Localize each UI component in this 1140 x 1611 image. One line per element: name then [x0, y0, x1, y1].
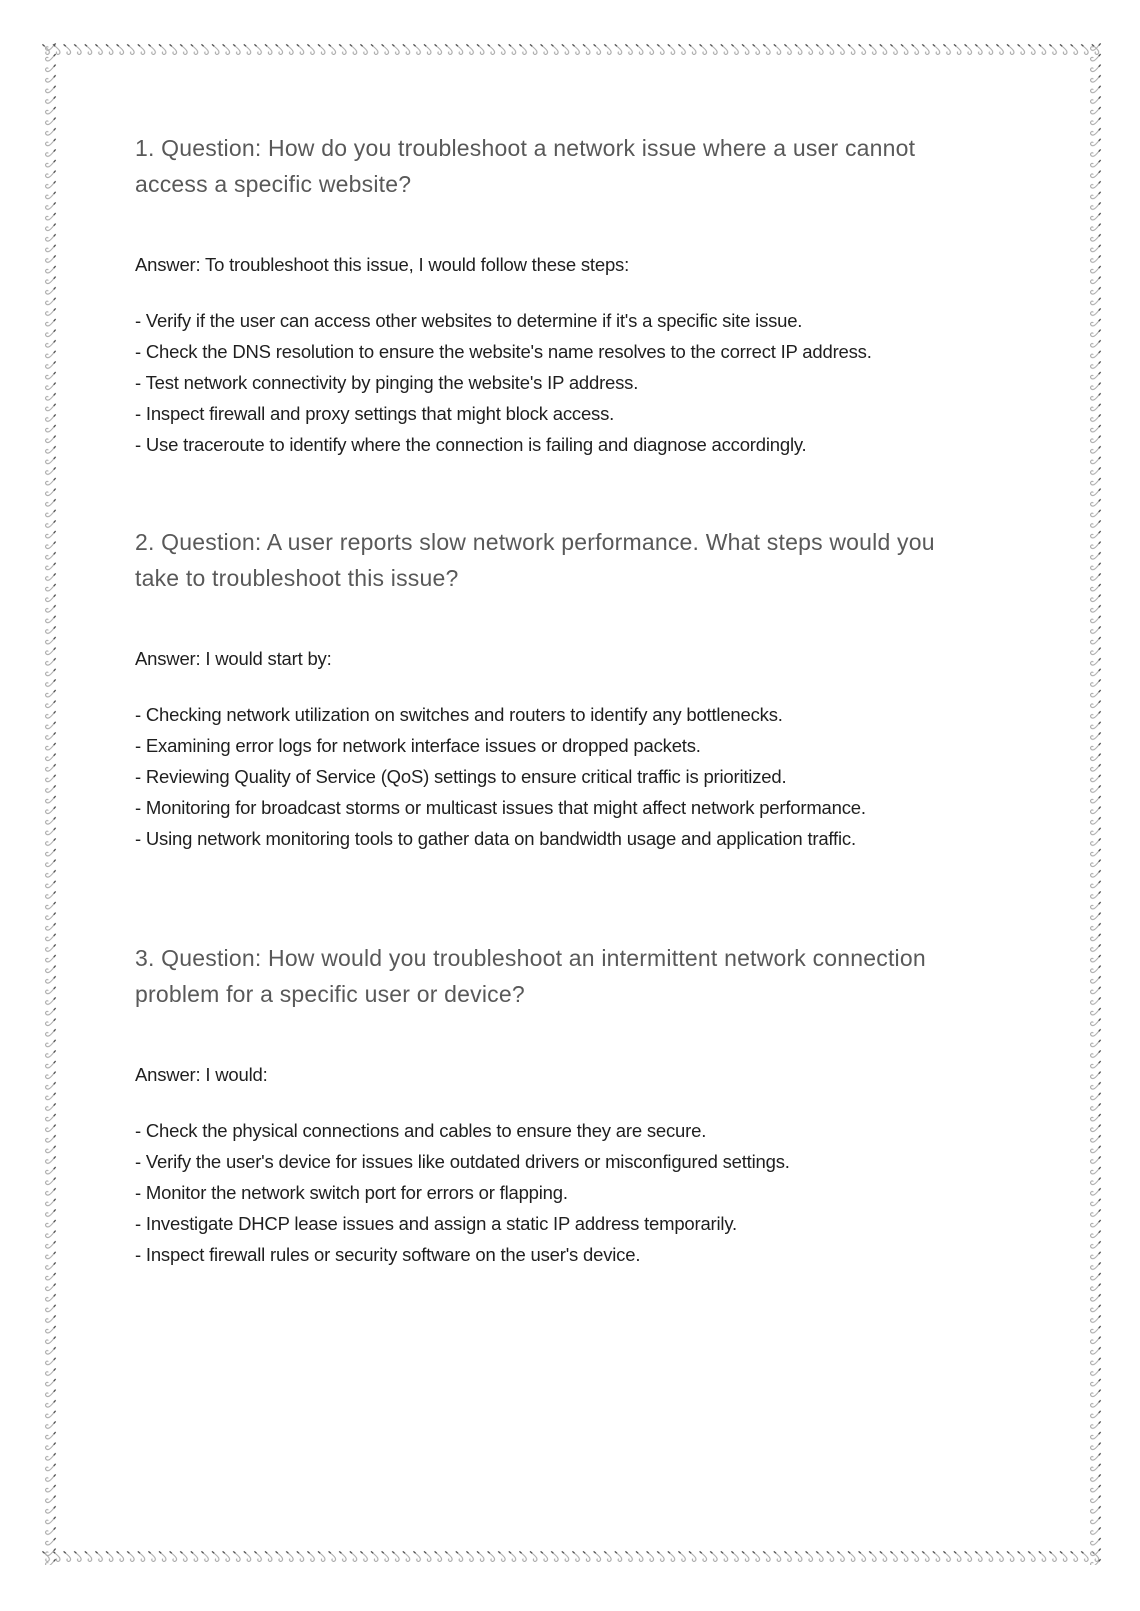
bullet-item: - Investigate DHCP lease issues and assign a static IP address temporarily.	[135, 1213, 737, 1234]
bullet-item: - Use traceroute to identify where the connection is failing and diagnose accordingly.	[135, 434, 807, 455]
bullet-item: - Verify if the user can access other websites to determine if it's a specific site issue.	[135, 310, 803, 331]
answer-intro: Answer: To troubleshoot this issue, I would follow these steps:	[135, 254, 630, 275]
bullet-item: - Reviewing Quality of Service (QoS) settings to ensure critical traffic is prioritized.	[135, 766, 787, 787]
bullet-item: - Inspect firewall and proxy settings that might block access.	[135, 403, 615, 424]
qa-section-2	[135, 524, 985, 854]
bullet-item: - Monitor the network switch port for errors or flapping.	[135, 1182, 568, 1203]
page-border-right	[1087, 43, 1102, 1565]
answer-intro: Answer: I would start by:	[135, 648, 332, 669]
bullet-item: - Test network connectivity by pinging the website's IP address.	[135, 372, 639, 393]
page-border-bottom	[42, 1550, 1100, 1565]
answer-intro: Answer: I would:	[135, 1064, 268, 1085]
bullet-item: - Examining error logs for network interface issues or dropped packets.	[135, 735, 701, 756]
bullet-list	[135, 699, 985, 854]
document-content	[135, 130, 985, 1334]
question-heading: 2. Question: A user reports slow network performance. What steps would you take to troubleshoot this issue?	[135, 529, 935, 591]
bullet-item: - Inspect firewall rules or security software on the user's device.	[135, 1244, 641, 1265]
bullet-item: - Using network monitoring tools to gather data on bandwidth usage and application traffic.	[135, 828, 856, 849]
bullet-list	[135, 1115, 985, 1270]
bullet-item: - Verify the user's device for issues like outdated drivers or misconfigured settings.	[135, 1151, 790, 1172]
bullet-item: - Checking network utilization on switches and routers to identify any bottlenecks.	[135, 704, 783, 725]
question-heading: 3. Question: How would you troubleshoot an intermittent network connection problem for a specific user or device?	[135, 945, 926, 1007]
bullet-item: - Check the physical connections and cables to ensure they are secure.	[135, 1120, 707, 1141]
qa-section-3	[135, 940, 985, 1270]
page-border-top	[42, 43, 1100, 58]
bullet-item: - Monitoring for broadcast storms or multicast issues that might affect network performance.	[135, 797, 866, 818]
bullet-item: - Check the DNS resolution to ensure the website's name resolves to the correct IP address.	[135, 341, 872, 362]
question-heading: 1. Question: How do you troubleshoot a network issue where a user cannot access a specific website?	[135, 135, 916, 197]
bullet-list	[135, 305, 985, 460]
qa-section-1	[135, 130, 985, 460]
page-border-left	[42, 43, 57, 1565]
